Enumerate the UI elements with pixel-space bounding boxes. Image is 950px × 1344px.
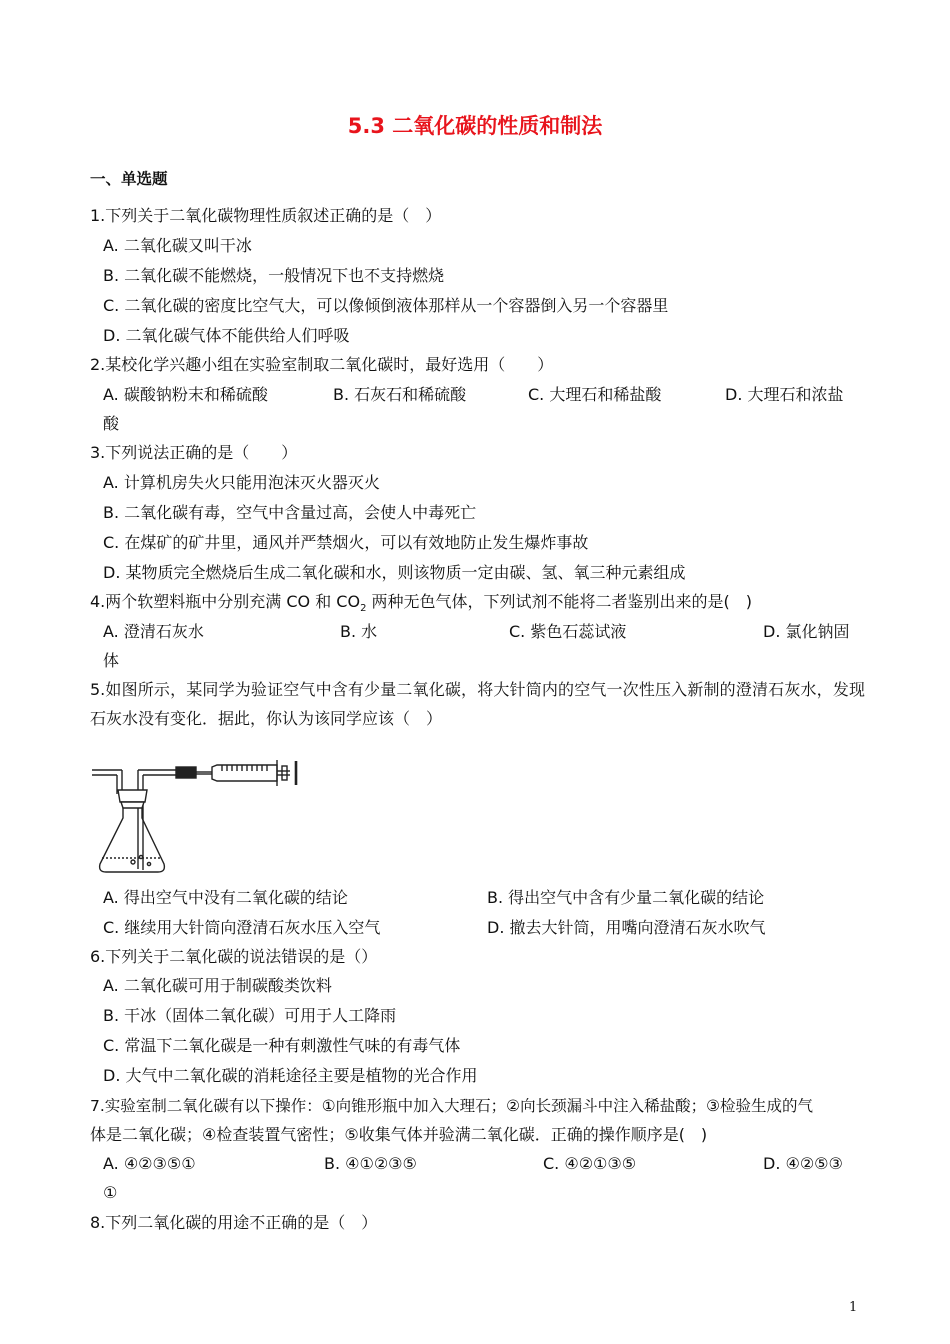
q4-option-b: B. 水 [340,622,378,641]
q6-stem: 6.下列关于二氧化碳的说法错误的是（） [90,947,378,966]
q6-option-b: B. 干冰（固体二氧化碳）可用于人工降雨 [103,1006,397,1025]
q4-option-a: A. 澄清石灰水 [103,622,204,641]
q6-option-a: A. 二氧化碳可用于制碳酸类饮料 [103,976,332,995]
apparatus-figure [92,754,304,884]
q1-stem: 1.下列关于二氧化碳物理性质叙述正确的是（ ） [90,206,442,225]
q4-option-d-continued: 体 [103,651,120,670]
q6-option-c: C. 常温下二氧化碳是一种有刺激性气味的有毒气体 [103,1036,461,1055]
q1-option-d: D. 二氧化碳气体不能供给人们呼吸 [103,326,350,345]
q7-option-d-continued: ① [103,1183,118,1202]
q2-option-d-continued: 酸 [103,414,120,433]
q2-option-a: A. 碳酸钠粉末和稀硫酸 [103,385,268,404]
q2-stem: 2.某校化学兴趣小组在实验室制取二氧化碳时，最好选用（ ） [90,355,554,374]
q3-stem: 3.下列说法正确的是（ ） [90,443,298,462]
q7-option-a: A. ④②③⑤① [103,1154,196,1173]
q5-option-a: A. 得出空气中没有二氧化碳的结论 [103,888,348,907]
q2-option-b: B. 石灰石和稀硫酸 [333,385,467,404]
q5-option-d: D. 撤去大针筒，用嘴向澄清石灰水吹气 [487,918,766,937]
q3-option-c: C. 在煤矿的矿井里，通风并严禁烟火，可以有效地防止发生爆炸事故 [103,533,589,552]
q7-option-d: D. ④②⑤③ [763,1154,843,1173]
q7-stem-line-1: 7.实验室制二氧化碳有以下操作：①向锥形瓶中加入大理石；②向长颈漏斗中注入稀盐酸；③检验生成的气 [90,1097,813,1115]
q1-option-b: B. 二氧化碳不能燃烧，一般情况下也不支持燃烧 [103,266,445,285]
q5-option-b: B. 得出空气中含有少量二氧化碳的结论 [487,888,765,907]
q4-option-d: D. 氯化钠固 [763,622,850,641]
page-number: 1 [849,1300,858,1315]
q3-option-b: B. 二氧化碳有毒，空气中含量过高，会使人中毒死亡 [103,503,477,522]
q7-option-c: C. ④②①③⑤ [543,1154,637,1173]
q8-stem: 8.下列二氧化碳的用途不正确的是（ ） [90,1213,378,1232]
q4-option-c: C. 紫色石蕊试液 [509,622,627,641]
q3-option-a: A. 计算机房失火只能用泡沫灭火器灭火 [103,473,380,492]
q4-stem-post: 两种无色气体，下列试剂不能将二者鉴别出来的是( ) [366,592,753,611]
q3-option-d: D. 某物质完全燃烧后生成二氧化碳和水，则该物质一定由碳、氢、氧三种元素组成 [103,563,686,582]
q1-option-c: C. 二氧化碳的密度比空气大，可以像倾倒液体那样从一个容器倒入另一个容器里 [103,296,669,315]
q4-stem-subscript: 2 [360,603,367,615]
q6-option-d: D. 大气中二氧化碳的消耗途径主要是植物的光合作用 [103,1066,478,1085]
q5-option-c: C. 继续用大针筒向澄清石灰水压入空气 [103,918,381,937]
q4-stem [90,591,752,620]
q7-stem-line-2: 体是二氧化碳；④检查装置气密性；⑤收集气体并验满二氧化碳．正确的操作顺序是( ) [90,1125,708,1144]
q4-stem-pre: 4.两个软塑料瓶中分别充满 CO 和 CO [90,592,361,611]
q2-option-c: C. 大理石和稀盐酸 [528,385,662,404]
q1-option-a: A. 二氧化碳又叫干冰 [103,236,252,255]
q7-option-b: B. ④①②③⑤ [324,1154,417,1173]
q2-option-d: D. 大理石和浓盐 [725,385,844,404]
section-heading: 一、单选题 [90,170,168,188]
page-title: 5.3 二氧化碳的性质和制法 [347,114,603,138]
q5-stem: 5.如图所示，某同学为验证空气中含有少量二氧化碳，将大针筒内的空气一次性压入新制的澄清石灰水，发现石灰水没有变化．据此，你认为该同学应该（ ） [90,680,865,728]
